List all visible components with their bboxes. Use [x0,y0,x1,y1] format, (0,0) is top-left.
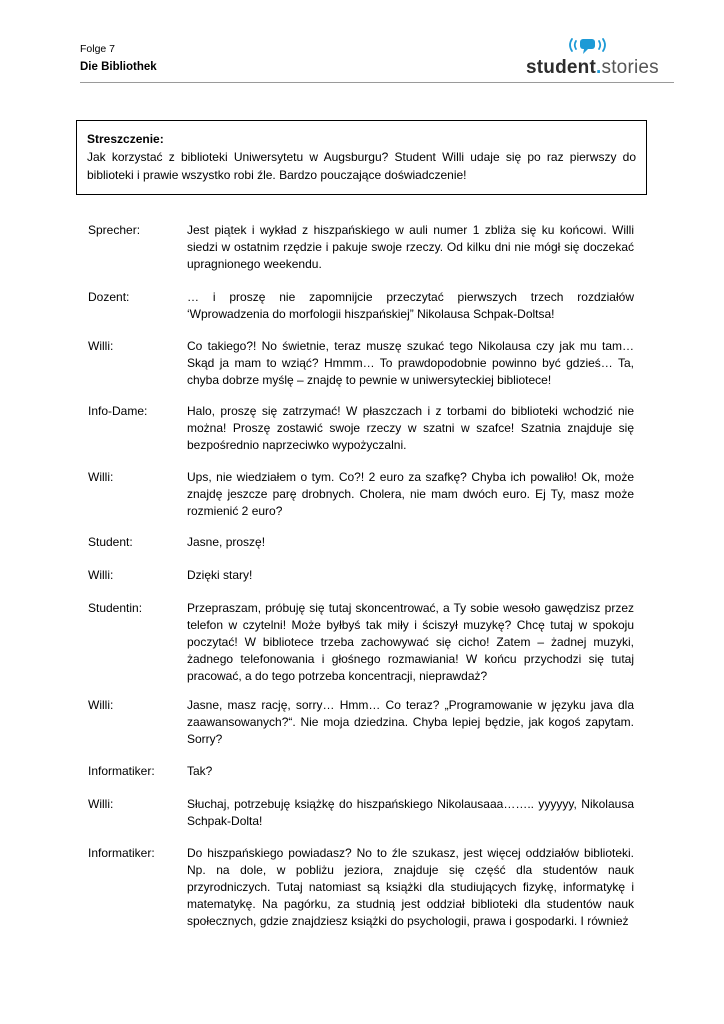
speaker-name: Willi: [88,698,114,712]
speaker-name: Informatiker: [88,846,155,860]
summary-heading: Streszczenie: [87,132,164,146]
speaker-name: Willi: [88,797,114,811]
speaker-name: Dozent: [88,290,130,304]
summary-box [76,120,647,195]
dialogue-line: Przepraszam, próbuję się tutaj skoncentrować, a Ty sobie wesoło gawędzisz przez telefon w czytelni! Może byłbyś tak miły i ściszył muzykę? Chcę tutaj w spokoju poczytać! W bibliotece trzeba zachowywać się cicho! Zatem – żadnej muzyki, żadnego telefonowania i głośnego rozmawiania! W końcu przychodzi się tutaj pracować, a do tego potrzeba koncentracji, nieprawdaż? [187,601,634,683]
episode-label: Folge 7 [80,43,116,55]
page-header [80,42,157,76]
dialogue-line: Słuchaj, potrzebuję książkę do hiszpańskiego Nikolausaaa…….. yyyyyy, Nikolausa Schpak-Dolta! [187,797,634,828]
speaker-name: Info-Dame: [88,404,148,418]
speaker-name: Student: [88,535,133,549]
dialogue-line: Dzięki stary! [187,568,253,582]
speaker-name: Sprecher: [88,223,141,237]
dialogue-line: Do hiszpańskiego powiadasz? No to źle szukasz, jest więcej oddziałów biblioteki. Np. na dole, w pobliżu jeziora, znajduje się część dla studentów nauk przyrodniczych. Tutaj natomiast są książki dla studiujących fizykę, informatykę i matematykę. Na pagórku, za studnią jest oddział biblioteki dla studentów nauk społecznych, gdzie znajdziesz książki do psychologii, prawa i gospodarki. I również [187,846,634,928]
episode-title: Die Bibliothek [80,61,157,73]
speaker-name: Studentin: [88,601,143,615]
speaker-name: Informatiker: [88,764,155,778]
speaker-name: Willi: [88,470,114,484]
logo-word-stories: stories [601,57,659,78]
dialogue-line: … i proszę nie zapomnijcie przeczytać pierwszych trzech rozdziałów ‘Wprowadzenia do morfologii hiszpańskiej” Nikolausa Schpak-Doltsa! [187,290,634,321]
speaker-name: Willi: [88,568,114,582]
dialogue-line: Halo, proszę się zatrzymać! W płaszczach i z torbami do biblioteki wchodzić nie można! Proszę zostawić swoje rzeczy w szatni w szafce! Szatnia znajduje się bezpośrednio naprzeciwko wypożyczalni. [187,404,634,452]
student-stories-logo [522,36,659,82]
dialogue-line: Jasne, masz rację, sorry… Hmm… Co teraz? „Programowanie w języku java dla zaawansowanych?“. Nie moja dziedzina. Chyba lepiej będzie, jak kogoś zapytam. Sorry? [187,698,634,746]
logo-dot: . [596,57,602,78]
dialogue-line: Ups, nie wiedziałem o tym. Co?! 2 euro za szafkę? Chyba ich powaliło! Ok, może znajdę jeszcze parę drobnych. Cholera, nie mam dwóch euro. Ej Ty, masz może rozmienić 2 euro? [187,470,634,518]
dialogue-line: Tak? [187,764,213,778]
dialogue-line: Co takiego?! No świetnie, teraz muszę szukać tego Nikolausa czy jak mu tam… Skąd ja mam to wziąć? Hmmm… To prawdopodobnie powinno być gdzieś… Ta, chyba dobrze myślę – znajdę to pewnie w uniwersyteckiej bibliotece! [187,339,634,387]
header-divider [80,82,674,83]
dialogue-line: Jasne, proszę! [187,535,266,549]
dialogue-line: Jest piątek i wykład z hiszpańskiego w auli numer 1 zbliża się ku końcowi. Willi siedzi w ostatnim rzędzie i pakuje swoje rzeczy. Od kilku dni nie mógł się doczekać upragnionego weekendu. [187,223,634,271]
logo-wordmark [526,56,659,80]
logo-word-student: student [526,57,597,78]
summary-text: Jak korzystać z biblioteki Uniwersytetu w Augsburgu? Student Willi udaje się po raz pierwszy do biblioteki i prawie wszystko robi źle. Bardzo pouczające doświadczenie! [87,150,636,182]
speech-bubble-broadcast-icon [566,36,612,56]
speaker-name: Willi: [88,339,114,353]
